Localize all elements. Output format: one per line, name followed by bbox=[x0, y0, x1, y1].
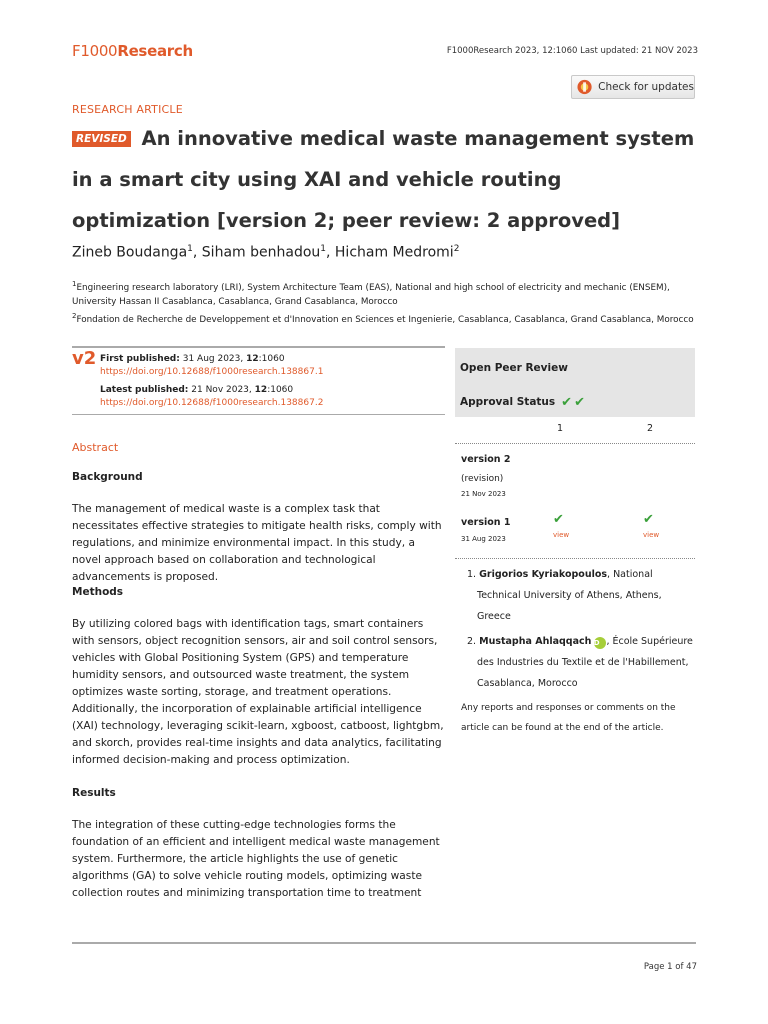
author-list bbox=[72, 244, 459, 261]
reviewer-col-1: 1 bbox=[557, 423, 564, 434]
first-doi-link[interactable]: https://doi.org/10.12688/f1000research.138867.1 bbox=[100, 367, 324, 377]
version-2-label: version 2 bbox=[461, 454, 511, 465]
reviewer-list bbox=[455, 558, 695, 738]
version-label: v2 bbox=[72, 348, 97, 369]
version-2-sub: (revision) bbox=[461, 474, 504, 484]
first-published-volume: 12 bbox=[246, 354, 259, 364]
reviewer-affil: des Industries du Textile et de l'Habillement, Casablanca, Morocco bbox=[477, 657, 689, 689]
author-sep: , bbox=[326, 244, 335, 261]
affiliations bbox=[72, 277, 702, 327]
results-heading: Results bbox=[72, 787, 116, 799]
version-2-date: 21 Nov 2023 bbox=[461, 490, 506, 498]
affiliation-item bbox=[72, 309, 702, 327]
first-published-label: First published: bbox=[100, 354, 180, 364]
check-for-updates-label: Check for updates bbox=[598, 81, 694, 93]
reviewer-affil: University of Athens, Athens, Greece bbox=[477, 590, 662, 622]
divider bbox=[72, 346, 445, 348]
view-report-1-link[interactable]: view bbox=[553, 531, 570, 539]
page-number: Page 1 of 47 bbox=[643, 962, 697, 972]
approved-check-icon: ✔ bbox=[561, 394, 573, 410]
version-1-row bbox=[455, 506, 695, 558]
reviewer-item bbox=[461, 564, 695, 627]
revised-badge: REVISED bbox=[72, 131, 131, 147]
reviewer-num: 1. bbox=[467, 569, 477, 580]
author-affil-sup: 1 bbox=[320, 244, 326, 254]
author-affil-sup: 1 bbox=[187, 244, 193, 254]
background-text: The management of medical waste is a complex task that necessitates effective strategies to mitigate health risks, comply with regulations, and minimize environmental impact. In this study, a novel approach based on collaboration and technological advancements is proposed. bbox=[72, 503, 442, 583]
affil-sup: 2 bbox=[72, 311, 77, 320]
reviewer-num: 2. bbox=[467, 636, 477, 647]
version-2-row bbox=[455, 443, 695, 506]
version-1-label: version 1 bbox=[461, 517, 511, 528]
first-published-date: 31 Aug 2023, bbox=[182, 354, 244, 364]
first-published-page: :1060 bbox=[258, 354, 285, 364]
affil-text: Fondation de Recherche de Developpement et d'Innovation en Sciences et Ingenierie, Casablanca, Casablanca, Grand Casablanca, Morocco bbox=[76, 314, 694, 325]
affil-sup: 1 bbox=[72, 280, 77, 288]
abstract-heading: Abstract bbox=[72, 441, 119, 454]
author-sep: , bbox=[192, 244, 202, 261]
divider bbox=[72, 414, 445, 415]
review-note: Any reports and responses or comments on the article can be found at the end of the article. bbox=[461, 703, 676, 733]
journal-logo: F1000Research bbox=[72, 42, 193, 60]
open-peer-review-panel bbox=[455, 348, 695, 738]
latest-published-date: 21 Nov 2023, bbox=[191, 385, 252, 395]
approval-status bbox=[455, 388, 695, 416]
first-published bbox=[100, 353, 285, 366]
latest-published bbox=[100, 384, 293, 397]
author-name[interactable]: Zineb Boudanga bbox=[72, 244, 188, 261]
reviewer-name[interactable]: Mustapha Ahlaqqach bbox=[479, 636, 592, 647]
author-affil-sup: 2 bbox=[453, 244, 460, 254]
results-text: The integration of these cutting-edge technologies forms the foundation of an efficient and intelligent medical waste management system. Furthermore, the article highlights the use of genetic algorithms (GA) to solve vehicle routing models, optimizing waste collection routes and minimizing transportation time to treatment bbox=[72, 819, 440, 899]
view-report-2-link[interactable]: view bbox=[643, 531, 660, 539]
article-title-text: An innovative medical waste management system in a smart city using XAI and vehicle routing optimization [version 2; peer review: 2 approved] bbox=[72, 127, 695, 232]
panel-title: Open Peer Review bbox=[455, 348, 695, 388]
approved-check-icon: ✔ bbox=[574, 394, 585, 410]
latest-published-volume: 12 bbox=[254, 385, 268, 395]
author-name[interactable]: Hicham Medromi bbox=[334, 244, 454, 261]
reviewer-col-2: 2 bbox=[647, 423, 654, 434]
approved-check-icon: ✔ bbox=[553, 512, 564, 527]
crossmark-icon bbox=[577, 79, 592, 95]
methods-text: By utilizing colored bags with identification tags, smart containers with sensors, object recognition sensors, air and soil control sensors, vehicles with Global Positioning System (GPS) and temperature humidity sensors, and outsourced waste treatment, the system optimizes waste sorting, storage, and treatment operations. Additionally, the incorporation of explainable artificial intelligence (XAI) technology, leveraging scikit-learn, xgboost, catboost, lightgbm, and skorch, provides real-time insights and data analytics, facilitating informed decision-making and process optimization. bbox=[72, 618, 444, 766]
reviewer-item bbox=[461, 631, 695, 694]
check-for-updates-button[interactable] bbox=[571, 75, 695, 99]
affiliation-item bbox=[72, 277, 702, 309]
methods-heading: Methods bbox=[72, 586, 124, 598]
article-title bbox=[72, 118, 702, 241]
affil-text: Engineering research laboratory (LRI), System Architecture Team (EAS), National and high school of electricity and mechanic (ENSEM), University Hassan II Casablanca, Casablanca, Grand Casablanca, Morocco bbox=[72, 282, 670, 307]
reviewer-affil: , National Technical bbox=[477, 569, 653, 601]
latest-published-label: Latest published: bbox=[100, 385, 189, 395]
orcid-icon[interactable]: iD bbox=[594, 637, 606, 649]
footer-divider bbox=[72, 942, 696, 944]
citation-meta: F1000Research 2023, 12:1060 Last updated: 21 NOV 2023 bbox=[446, 46, 698, 56]
approval-status-label: Approval Status bbox=[460, 396, 556, 408]
reviewer-columns bbox=[455, 416, 695, 443]
author-name[interactable]: Siham benhadou bbox=[201, 244, 321, 261]
version-1-date: 31 Aug 2023 bbox=[461, 535, 506, 543]
latest-published-page: :1060 bbox=[267, 385, 294, 395]
approved-check-icon: ✔ bbox=[643, 512, 654, 527]
reviewer-name[interactable]: Grigorios Kyriakopoulos bbox=[479, 569, 608, 580]
background-heading: Background bbox=[72, 471, 143, 483]
article-type: RESEARCH ARTICLE bbox=[72, 103, 183, 116]
latest-doi-link[interactable]: https://doi.org/10.12688/f1000research.138867.2 bbox=[100, 398, 324, 408]
reviewer-affil: , École Supérieure bbox=[606, 636, 693, 647]
